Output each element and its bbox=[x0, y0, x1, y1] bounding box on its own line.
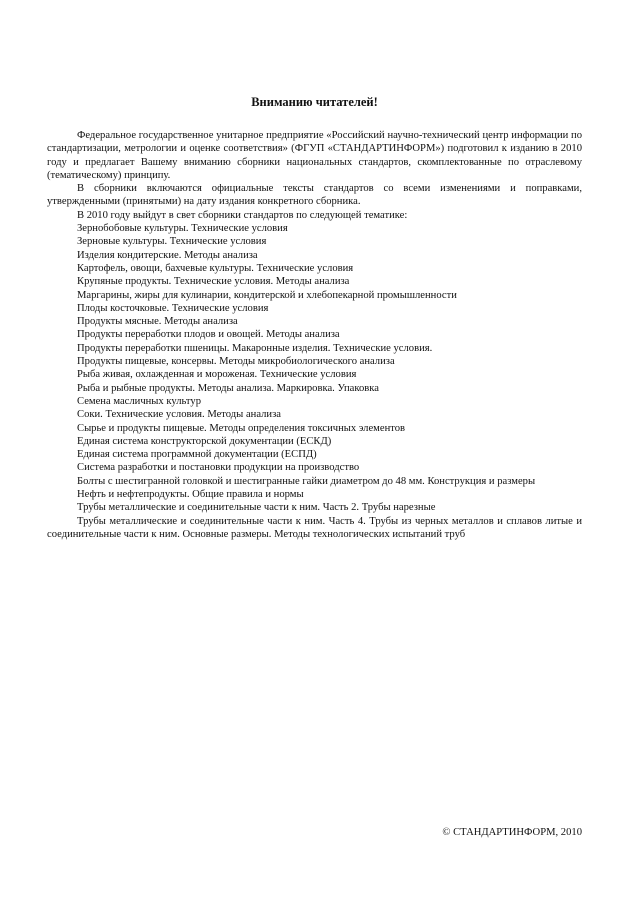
list-item: Болты с шестигранной головкой и шестигранные гайки диаметром до 48 мм. Конструкция и размеры bbox=[77, 475, 536, 487]
list-item: Зерновые культуры. Технические условия bbox=[77, 236, 267, 248]
list-item: Система разработки и постановки продукции на производство bbox=[77, 462, 360, 474]
list-item: Крупяные продукты. Технические условия. Методы анализа bbox=[77, 276, 350, 288]
copyright-notice: © СТАНДАРТИНФОРМ, 2010 bbox=[442, 827, 582, 838]
intro-paragraph-topics: В 2010 году выйдут в свет сборники стандартов по следующей тематике: bbox=[77, 209, 408, 221]
list-item: Трубы металлические и соединительные части к ним. Часть 2. Трубы нарезные bbox=[77, 502, 436, 514]
list-item: Продукты пищевые, консервы. Методы микробиологического анализа bbox=[77, 356, 395, 368]
list-item: Семена масличных культур bbox=[77, 395, 202, 407]
list-item: Единая система программной документации (ЕСПД) bbox=[77, 449, 317, 461]
list-item: Продукты мясные. Методы анализа bbox=[77, 316, 238, 328]
list-item: Продукты переработки пшеницы. Макаронные изделия. Технические условия. bbox=[77, 342, 433, 354]
list-item: Сырье и продукты пищевые. Методы определения токсичных элементов bbox=[77, 422, 406, 434]
collections-list bbox=[47, 222, 582, 541]
list-item: Маргарины, жиры для кулинарии, кондитерской и хлебопекарной промышленности bbox=[77, 289, 457, 301]
intro-paragraph-publisher: Федеральное государственное унитарное предприятие «Российский научно-технический центр информации по стандартизации, метрологии и оценке соответствия» (ФГУП «СТАНДАРТИНФОРМ») подготовил к изданию в 2010 году и предлагает Вашему вниманию сборники национальных стандартов, скомплектованные по отраслевому (тематическому) принципу. bbox=[47, 130, 582, 181]
list-item: Единая система конструкторской документации (ЕСКД) bbox=[77, 435, 332, 447]
list-item: Продукты переработки плодов и овощей. Методы анализа bbox=[77, 329, 340, 341]
list-item: Нефть и нефтепродукты. Общие правила и нормы bbox=[77, 489, 304, 501]
page-title: Вниманию читателей! bbox=[251, 95, 378, 109]
list-item: Изделия кондитерские. Методы анализа bbox=[77, 249, 258, 261]
list-item: Картофель, овощи, бахчевые культуры. Технические условия bbox=[77, 262, 354, 274]
notice-page bbox=[47, 94, 582, 541]
intro-paragraph-contents: В сборники включаются официальные тексты стандартов со всеми изменениями и поправками, утвержденными (принятыми) на дату издания конкретного сборника. bbox=[47, 183, 582, 208]
list-item: Плоды косточковые. Технические условия bbox=[77, 302, 269, 314]
list-item: Рыба живая, охлажденная и мороженая. Технические условия bbox=[77, 369, 357, 381]
list-item: Рыба и рыбные продукты. Методы анализа. Маркировка. Упаковка bbox=[77, 382, 379, 394]
list-item: Соки. Технические условия. Методы анализа bbox=[77, 409, 281, 421]
list-item: Зернобобовые культуры. Технические условия bbox=[77, 223, 288, 235]
list-item: Трубы металлические и соединительные части к ним. Часть 4. Трубы из черных металлов и сплавов литые и соединительные части к ним. Основные размеры. Методы технологических испытаний труб bbox=[47, 515, 582, 540]
